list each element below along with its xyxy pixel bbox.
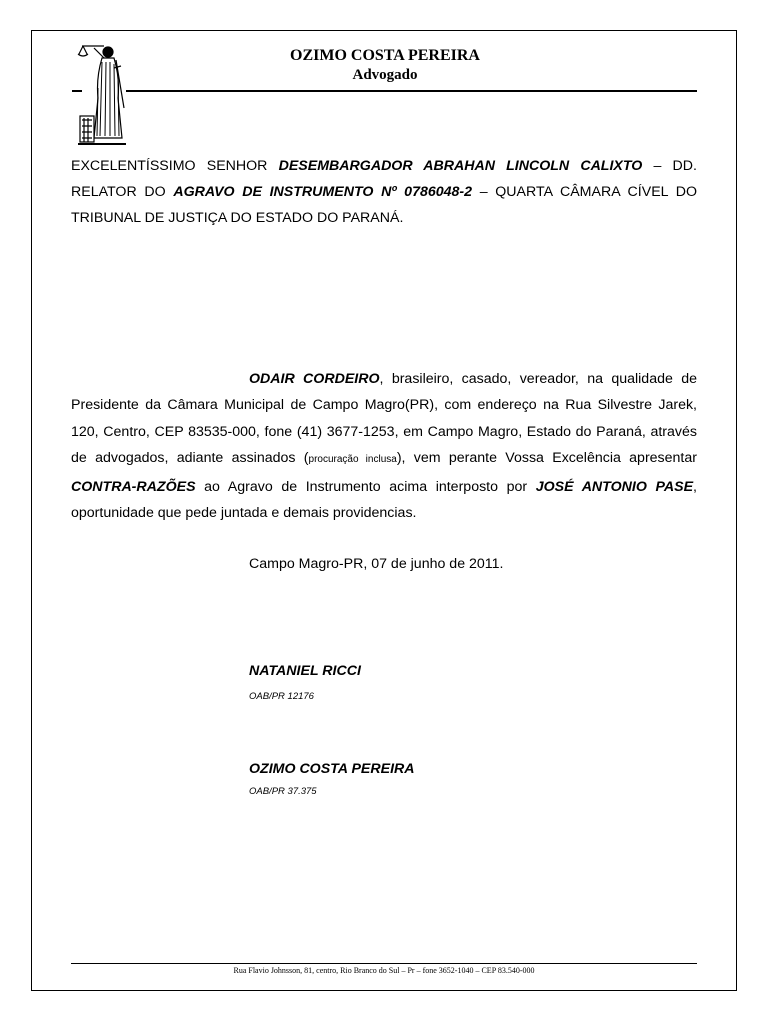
document-type: CONTRA-RAZÕES <box>71 478 196 495</box>
power-of-attorney-note: procuração inclusa <box>308 454 397 466</box>
footer-address: Rua Flavio Johnsson, 81, centro, Rio Branco do Sul – Pr – fone 3652-1040 – CEP 83.540-000 <box>233 966 535 975</box>
header-rule-left <box>72 90 82 92</box>
signature-oab: OAB/PR 12176 <box>249 691 314 702</box>
header-rule <box>126 90 697 92</box>
judge-name: DESEMBARGADOR ABRAHAN LINCOLN CALIXTO <box>278 158 643 174</box>
lawyer-title: Advogado <box>352 67 418 83</box>
footer-rule <box>71 963 697 964</box>
addressee-text-3: – QUARTA CÂMARA CÍVEL DO TRIBUNAL DE JUSTIÇA DO ESTADO DO PARANÁ. <box>71 184 697 226</box>
body-text-3: ao Agravo de Instrumento acima interposto por <box>195 478 536 495</box>
body-text-1: , brasileiro, casado, vereador, na qualidade de Presidente da Câmara Municipal de Campo Magro(PR), com endereço na Rua Silvestre Jarek, 120, Centro, CEP 83535-000, fone (41) 3677-1253, em Campo Magro, Estado do Paraná, através de advogados, adiante assinados ( <box>71 371 697 467</box>
signature-name: NATANIEL RICCI <box>249 663 361 679</box>
justice-statue-icon <box>74 38 132 148</box>
lawyer-name: OZIMO COSTA PEREIRA <box>290 47 480 64</box>
body-text-2: ), vem perante Vossa Excelência apresentar <box>396 450 697 467</box>
petition-body <box>71 366 697 526</box>
date-line: Campo Magro-PR, 07 de junho de 2011. <box>249 556 504 572</box>
addressee-text-2: – DD. RELATOR DO <box>71 158 697 200</box>
addressee-block <box>71 153 697 231</box>
signature-name: OZIMO COSTA PEREIRA <box>249 761 415 777</box>
body-text-4: , oportunidade que pede juntada e demais providencias. <box>71 478 697 522</box>
signature-oab: OAB/PR 37.375 <box>249 786 317 797</box>
case-number: AGRAVO DE INSTRUMENTO Nº 0786048-2 <box>173 184 473 200</box>
addressee-text-1: EXCELENTÍSSIMO SENHOR <box>71 158 279 174</box>
party-name: ODAIR CORDEIRO <box>249 371 380 387</box>
opponent-name: JOSÉ ANTONIO PASE <box>535 478 694 495</box>
